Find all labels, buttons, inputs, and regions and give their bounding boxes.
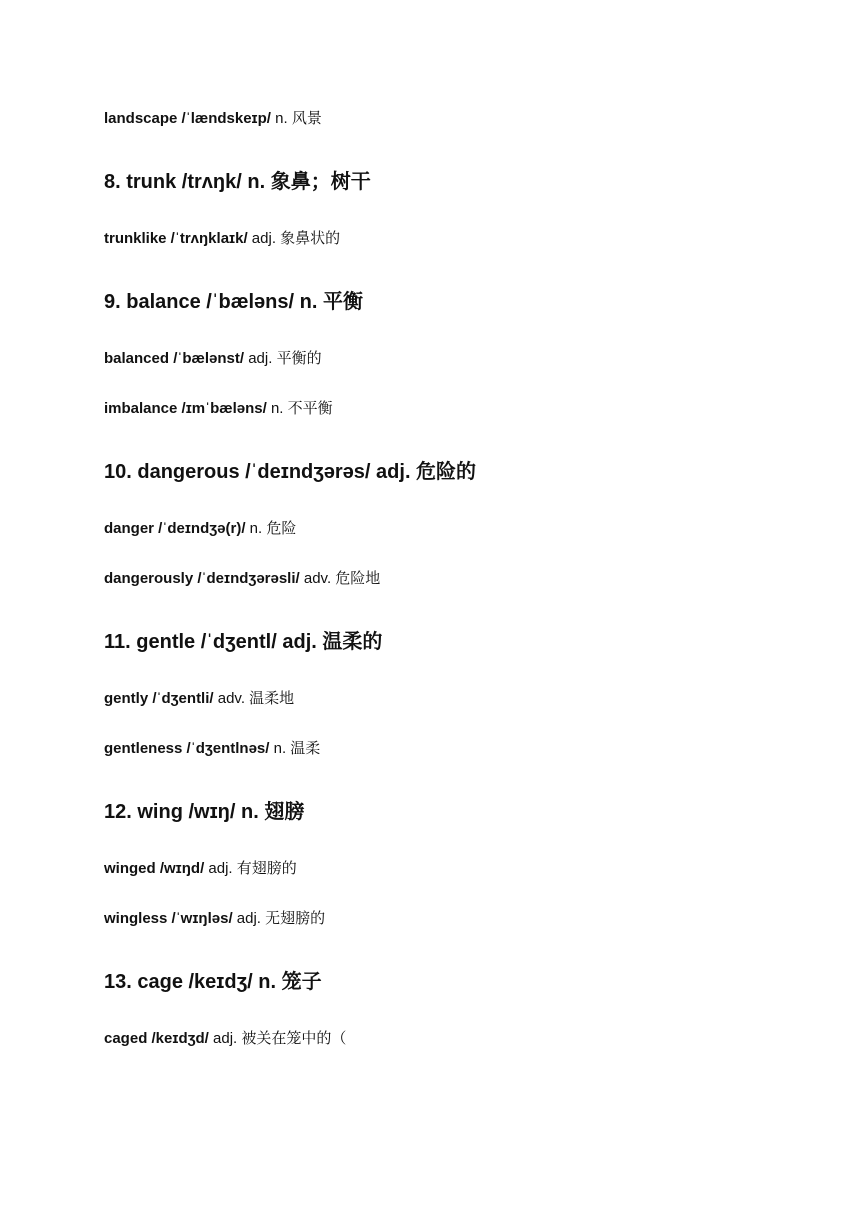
entry-gently [104,691,294,706]
entry-word: caged /keɪdʒd/ [104,1030,209,1047]
entry-definition: adv. 危险地 [299,570,381,587]
entry-imbalance [104,401,333,416]
entry-word: winged /wɪŋd/ [104,860,205,877]
entry-definition: adv. 温柔地 [213,690,295,707]
entry-word: dangerously /ˈdeɪndʒərəsli/ [104,570,300,587]
entry-gentleness [104,741,320,756]
heading-definition: adj. 温柔的 [276,631,383,653]
entry-landscape [104,111,322,126]
entry-definition: adj. 平衡的 [244,350,322,367]
heading-word: 11. gentle /ˈdʒentl/ [104,631,277,653]
entry-balanced [104,351,322,366]
entry-wingless [104,911,325,926]
entry-word: imbalance /ɪmˈbæləns/ [104,400,267,417]
entry-word: danger /ˈdeɪndʒə(r)/ [104,520,246,537]
heading-word: 13. cage /keɪdʒ/ [104,971,253,993]
entry-definition: adj. 有翅膀的 [204,860,297,877]
entry-definition: adj. 被关在笼中的（ [208,1030,347,1047]
entry-word: gentleness /ˈdʒentlnəs/ [104,740,270,757]
entry-word: landscape /ˈlændskeɪp/ [104,110,271,127]
heading-definition: n. 象鼻；树干 [241,171,371,193]
entry-word: balanced /ˈbælənst/ [104,350,245,367]
heading-word: 8. trunk /trʌŋk/ [104,171,242,193]
heading-dangerous [104,462,476,482]
entry-danger [104,521,296,536]
heading-word: 12. wing /wɪŋ/ [104,801,236,823]
entry-trunklike [104,231,340,246]
entry-word: trunklike /ˈtrʌŋklaɪk/ [104,230,248,247]
heading-gentle [104,632,382,652]
entry-definition: n. 风景 [270,110,322,127]
heading-balance [104,292,363,312]
entry-definition: adj. 无翅膀的 [232,910,326,927]
heading-definition: n. 翅膀 [235,801,305,823]
entry-word: wingless /ˈwɪŋləs/ [104,910,233,927]
heading-definition: adj. 危险的 [370,461,477,483]
heading-cage [104,972,322,992]
entry-caged [104,1031,346,1046]
entry-definition: n. 不平衡 [266,400,333,417]
entry-word: gently /ˈdʒentli/ [104,690,214,707]
entry-definition: n. 危险 [245,520,297,537]
heading-word: 10. dangerous /ˈdeɪndʒərəs/ [104,461,371,483]
heading-definition: n. 平衡 [294,291,363,313]
entry-definition: adj. 象鼻状的 [247,230,341,247]
entry-definition: n. 温柔 [269,740,321,757]
heading-word: 9. balance /ˈbæləns/ [104,291,295,313]
entry-dangerously [104,571,380,586]
heading-trunk [104,172,371,192]
entry-winged [104,861,297,876]
heading-definition: n. 笼子 [252,971,322,993]
heading-wing [104,802,304,822]
